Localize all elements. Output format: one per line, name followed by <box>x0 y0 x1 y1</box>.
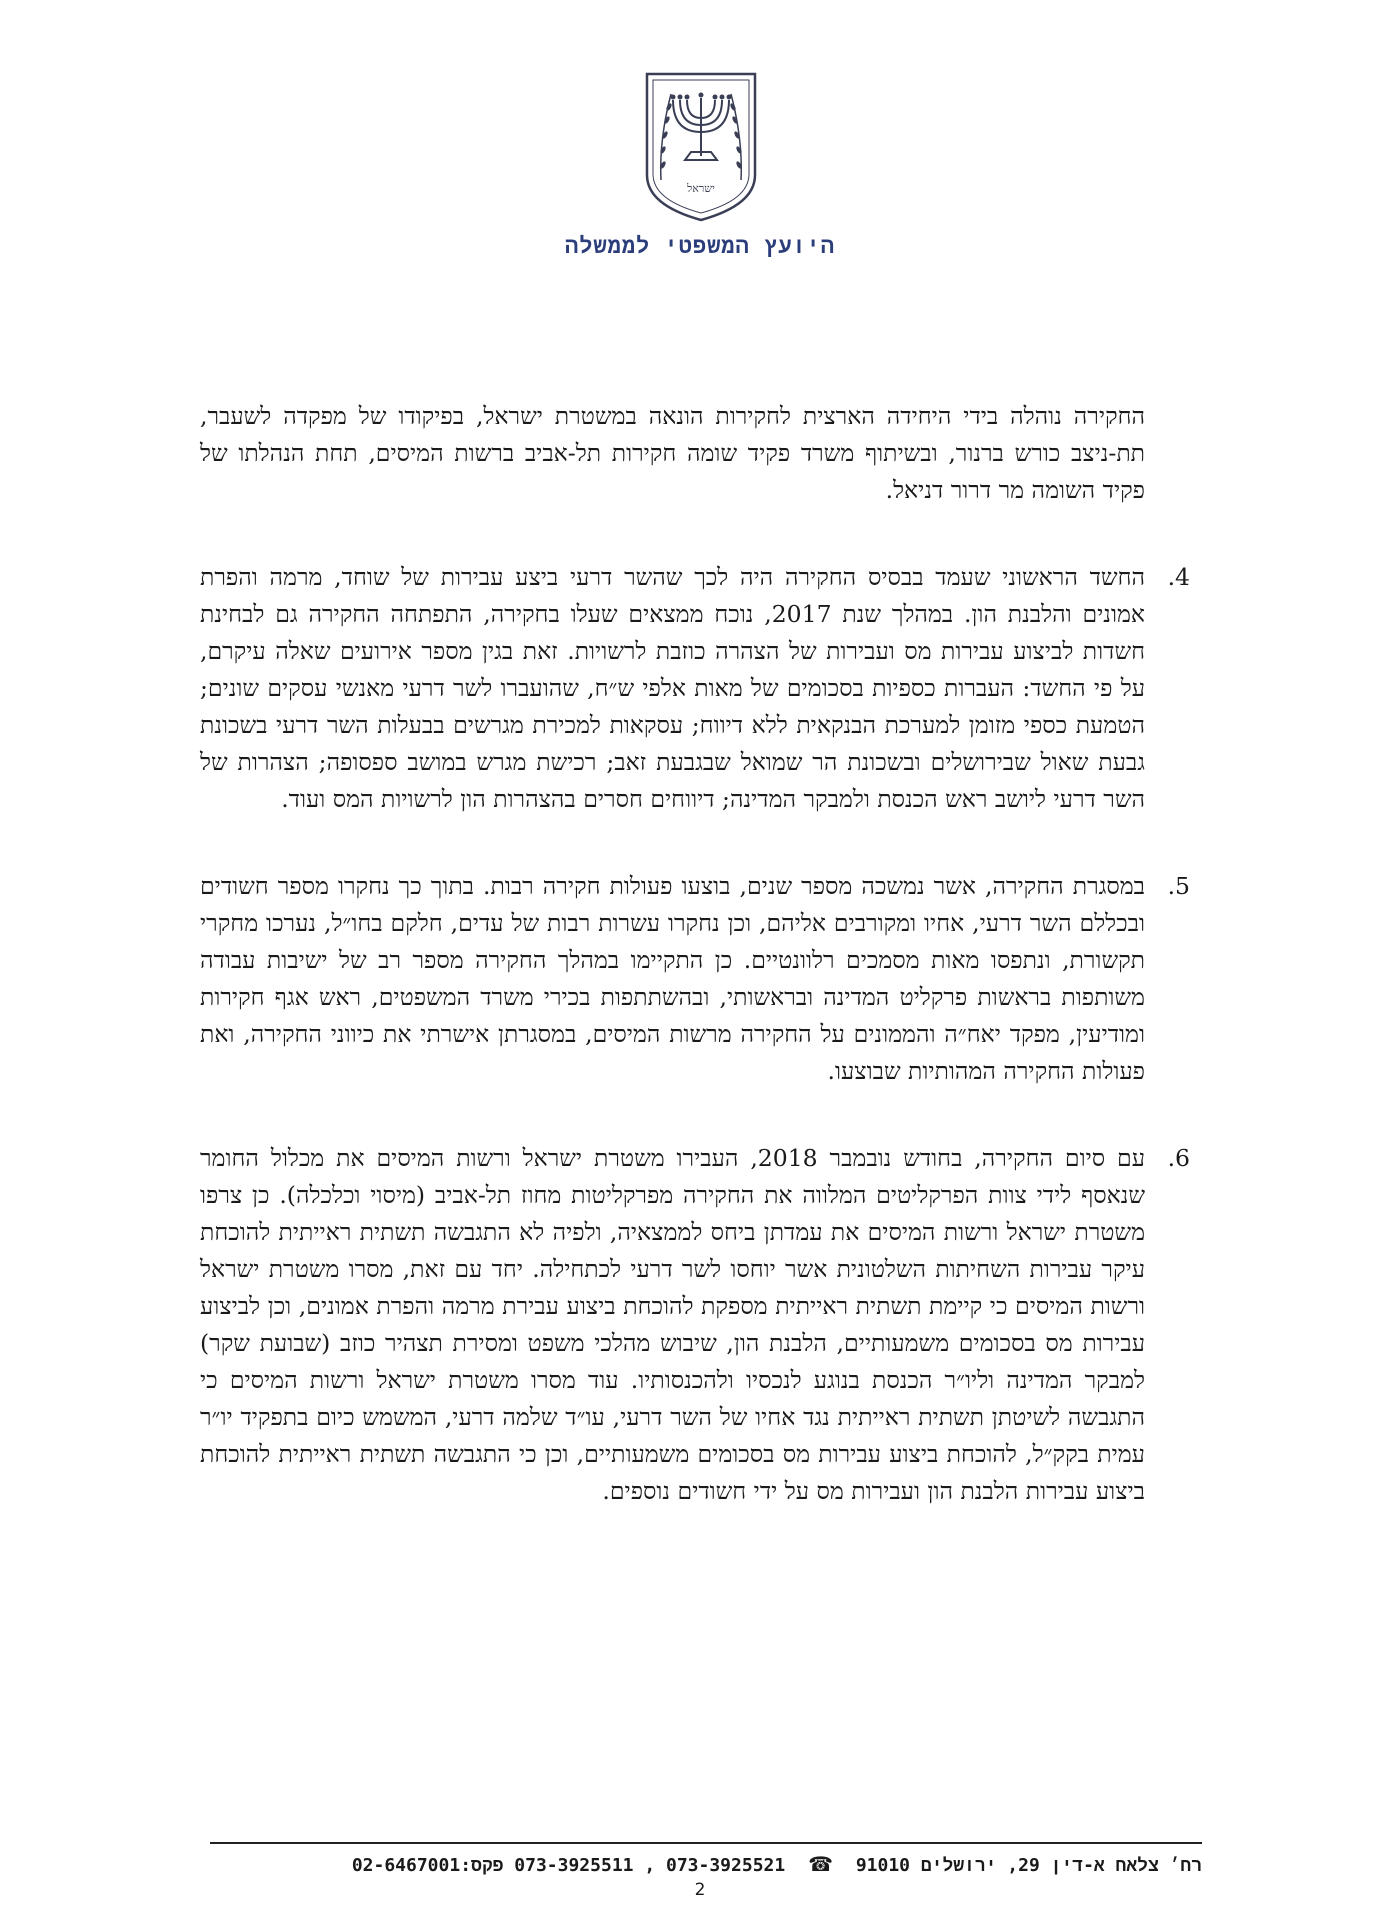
page-number: 2 <box>694 1880 706 1900</box>
emblem-text: ישראל <box>687 182 715 195</box>
paragraph-number: 6. <box>1167 1144 1190 1172</box>
paragraph-text: החשד הראשוני שעמד בבסיס החקירה היה לכך שהשר דרעי ביצע עבירות של שוחד, מרמה והפרת אמונים והלבנת הון. במהלך שנת 2017, נוכח ממצאים שעלו בחקירה, התפתחה החקירה גם לבחינת חשדות לביצוע עבירות מס ועבירות של הצהרה כוזבת לרשויות. זאת בגין מספר אירועים שאלה עיקרם, על פי החשד: העברות כספיות בסכומים של מאות אלפי ש״ח, שהועברו לשר דרעי מאנשי עסקים שונים; הטמעת כספי מזומן למערכת הבנקאית ללא דיווח; עסקאות למכירת מגרשים בבעלות השר דרעי בשכונת גבעת שאול שבירושלים ובשכונת הר שמואל שבגבעת זאב; רכישת מגרש במושב ספסופה; הצהרות של השר דרעי ליושב ראש הכנסת ולמבקר המדינה; דיווחים חסרים בהצהרות הון לרשויות המס ועוד. <box>200 563 1145 813</box>
numbered-paragraph-5 <box>200 868 1190 1090</box>
footer-divider <box>210 1842 1202 1844</box>
paragraph-text: במסגרת החקירה, אשר נמשכה מספר שנים, בוצעו פעולות חקירה רבות. בתוך כך נחקרו מספר חשודים ובכללם השר דרעי, אחיו ומקורבים אליהם, וכן נחקרו עשרות רבות של עדים, חלקם בחו״ל, נערכו מחקרי תקשורת, ונתפסו מאות מסמכים רלוונטיים. כן התקיימו במהלך החקירה מספר רב של ישיבות עבודה משותפות בראשות פרקליט המדינה ובראשותי, ובהשתתפות בכירי משרד המשפטים, ראש אגף חקירות ומודיעין, מפקד יאח״ה והממונים על החקירה מרשות המיסים, במסגרתן אישרתי את כיווני החקירה, ואת פעולות החקירה המהותיות שבוצעו. <box>200 872 1145 1085</box>
document-body <box>200 398 1190 1560</box>
footer-address: רח׳ צלאח א-דין 29, ירושלים 91010 <box>855 1855 1202 1876</box>
footer-fax: פקס:02-6467001 <box>351 1855 504 1876</box>
state-emblem-icon <box>641 70 761 225</box>
paragraph-number: 5. <box>1167 872 1190 900</box>
office-title: היועץ המשפטי לממשלה <box>565 234 835 259</box>
footer-contact <box>210 1852 1202 1877</box>
telephone-icon: ☎ <box>808 1852 833 1876</box>
footer-phones: 073-3925511 , 073-3925521 <box>514 1855 786 1876</box>
paragraph-number: 4. <box>1167 563 1190 591</box>
paragraph-text: עם סיום החקירה, בחודש נובמבר 2018, העבירו משטרת ישראל ורשות המיסים את מכלול החומר שנאסף לידי צוות הפרקליטים המלווה את החקירה מפרקליטות מחוז תל-אביב (מיסוי וכלכלה). כן צרפו משטרת ישראל ורשות המיסים את עמדתן ביחס לממצאיה, ולפיה לא התגבשה תשתית ראייתית להוכחת עיקר עבירות השחיתות השלטונית אשר יוחסו לשר דרעי לכתחילה. יחד עם זאת, מסרו משטרת ישראל ורשות המיסים כי קיימת תשתית ראייתית מספקת להוכחת ביצוע עבירת מרמה והפרת אמונים, וכן לביצוע עבירות מס בסכומים משמעותיים, הלבנת הון, שיבוש מהלכי משפט ומסירת תצהיר כוזב (שבועת שקר) למבקר המדינה וליו״ר הכנסת בנוגע לנכסיו ולהכנסותיו. עוד מסרו משטרת ישראל ורשות המיסים כי התגבשה לשיטתן תשתית ראייתית נגד אחיו של השר דרעי, עו״ד שלמה דרעי, המשמש כיום בתפקיד יו״ר עמית בקק״ל, להוכחת ביצוע עבירות מס בסכומים משמעותיים, וכן כי התגבשה תשתית ראייתית להוכחת ביצוע עבירות הלבנת הון ועבירות מס על ידי חשודים נוספים. <box>200 1144 1145 1505</box>
intro-paragraph: החקירה נוהלה בידי היחידה הארצית לחקירות הונאה במשטרת ישראל, בפיקודו של מפקדה לשעבר, תת-ניצב כורש ברנור, ובשיתוף משרד פקיד שומה חקירות תל-אביב ברשות המיסים, תחת הנהלתו של פקיד השומה מר דרור דניאל. <box>200 402 1145 504</box>
numbered-paragraph-6 <box>200 1140 1190 1510</box>
numbered-paragraph-4 <box>200 559 1190 818</box>
